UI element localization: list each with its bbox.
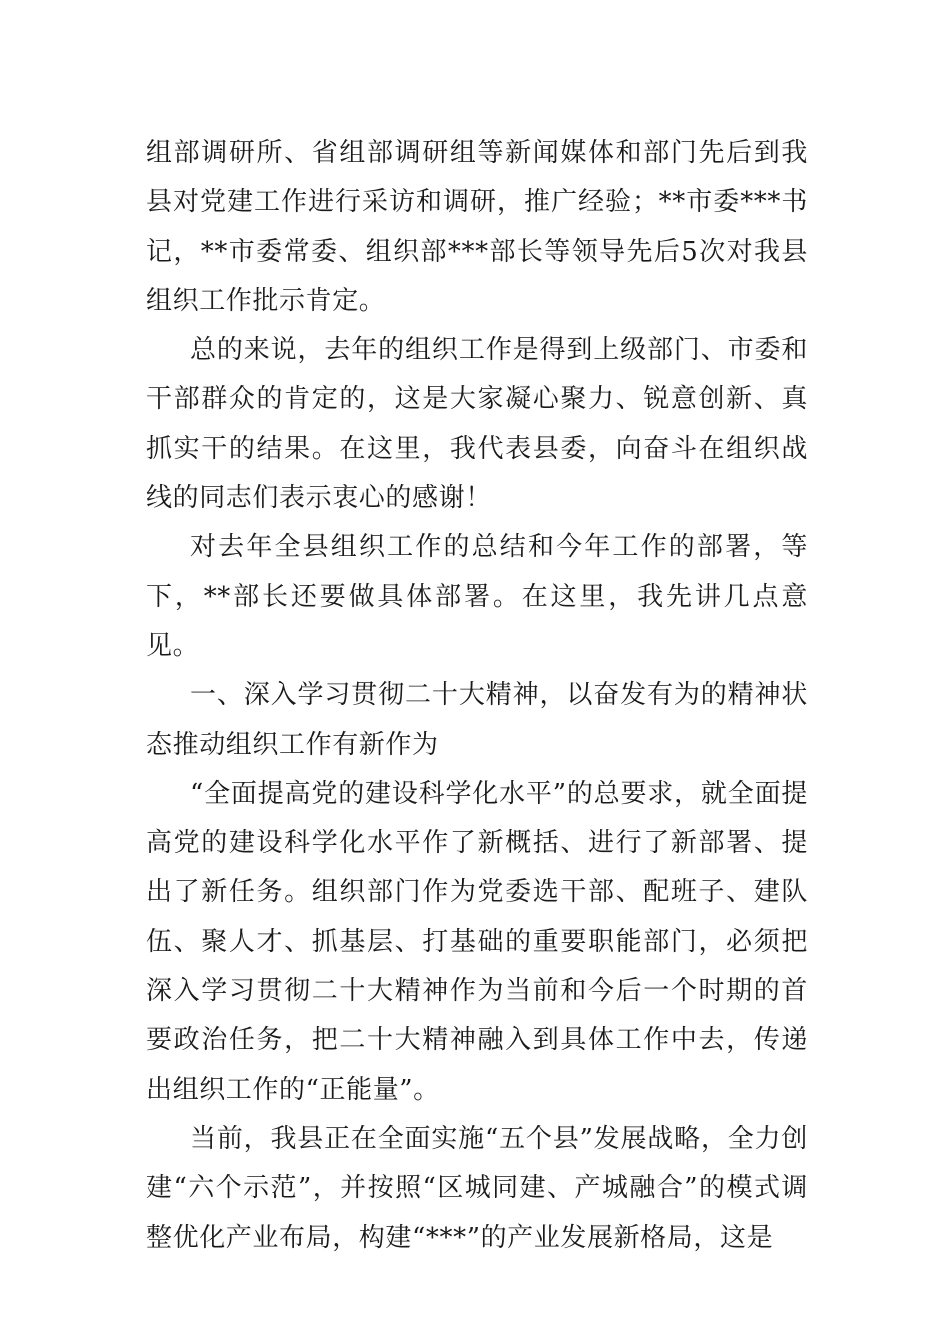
paragraph-1: 组部调研所、省组部调研组等新闻媒体和部门先后到我县对党建工作进行采访和调研，推广经验；**市委***书记，**市委常委、组织部***部长等领导先后5次对我县组织工作批示肯定。	[146, 138, 808, 316]
document-body	[146, 129, 808, 1263]
paragraph-3: 对去年全县组织工作的总结和今年工作的部署，等下，**部长还要做具体部署。在这里，我先讲几点意见。	[146, 532, 808, 661]
paragraph-6: 当前，我县正在全面实施“五个县”发展战略，全力创建“六个示范”，并按照“区城同建、产城融合”的模式调整优化产业布局，构建“***”的产业发展新格局，这是	[146, 1123, 809, 1253]
paragraph-5: “全面提高党的建设科学化水平”的总要求，就全面提高党的建设科学化水平作了新概括、进行了新部署、提出了新任务。组织部门作为党委选干部、配班子、建队伍、聚人才、抓基层、打基础的重要职能部门，必须把深入学习贯彻二十大精神作为当前和今后一个时期的首要政治任务，把二十大精神融入到具体工作中去，传递出组织工作的“正能量”。	[146, 778, 808, 1105]
paragraph-2: 总的来说，去年的组织工作是得到上级部门、市委和干部群众的肯定的，这是大家凝心聚力、锐意创新、真抓实干的结果。在这里，我代表县委，向奋斗在组织战线的同志们表示衷心的感谢！	[146, 335, 808, 514]
section-heading-1: 一、深入学习贯彻二十大精神，以奋发有为的精神状态推动组织工作有新作为	[146, 680, 808, 760]
